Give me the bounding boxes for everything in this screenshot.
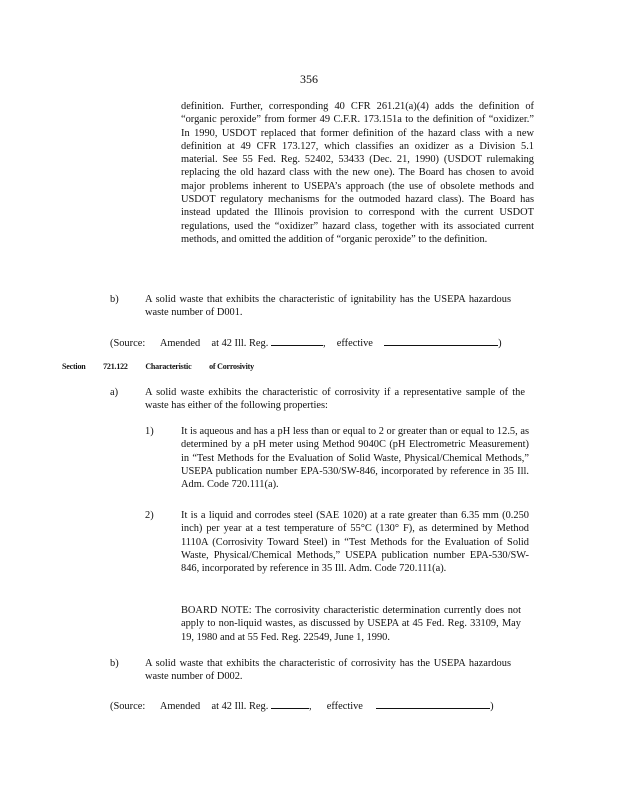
subsection-b-corrosivity-marker: b) <box>110 658 119 669</box>
section-label: Section <box>62 362 86 371</box>
subsection-a-marker: a) <box>110 387 119 398</box>
source-open: (Source: <box>110 701 146 712</box>
register-page-blank <box>271 699 309 709</box>
section-number: 721.122 <box>103 362 128 371</box>
top-note-paragraph: definition. Further, corresponding 40 CFR 261.21(a)(4) adds the definition of “organic peroxide” from former 49 C.F.R. 173.151a to the definition of “oxidizer.” In 1990, USDOT replaced that former definition of the hazard class with a new definition at 49 CFR 173.127, which classifies an oxidizer as a Division 5.1 material. See 55 Fed. Reg. 52402, 53433 (Dec. 21, 1990) (USDOT rulemaking replacing the old hazard class with the new one). The Board has chosen to avoid major problems inherent to USEPA’s approach (the use of obsolete methods and USDOT regulatory mechanisms for the outmoded hazard class). The Board has instead updated the Illinois provision to correspond with the current USDOT regulations, used the “oxidizer” hazard class, together with its associated current methods, and omitted the addition of “organic peroxide” to the definition. <box>181 101 534 245</box>
section-title-part-1: Characteristic <box>145 362 192 371</box>
source-note-1 <box>110 336 502 350</box>
source-open: (Source: <box>110 338 146 349</box>
source-close: ) <box>498 338 502 349</box>
source-comma: , <box>308 701 312 712</box>
subsection-a-text: A solid waste exhibits the characteristic of corrosivity if a representative sample of the waste has either of the following properties: <box>145 387 525 412</box>
item-2-text: It is a liquid and corrodes steel (SAE 1020) at a rate greater than 6.35 mm (0.250 inch) per year at a test temperature of 55°C (130° F), as determined by Method 1110A (Corrosivity Toward Steel) in “Test Methods for the Evaluation of Solid Waste, Physical/Chemical Methods,” USEPA publication number EPA-530/SW-846, incorporated by reference in 35 Ill. Adm. Code 720.111(a). <box>181 510 529 575</box>
page-number: 356 <box>300 72 318 86</box>
source-note-2 <box>110 699 494 713</box>
effective-date-blank <box>376 699 490 709</box>
item-1-marker: 1) <box>145 426 154 437</box>
effective-date-blank <box>384 336 498 346</box>
source-effective: effective <box>326 701 363 712</box>
source-amended: Amended <box>159 701 201 712</box>
source-close: ) <box>490 701 494 712</box>
source-register-ref: at 42 Ill. Reg. <box>211 338 269 349</box>
board-note: BOARD NOTE: The corrosivity characteristic determination currently does not apply to non-liquid wastes, as discussed by USEPA at 45 Fed. Reg. 33109, May 19, 1980 and at 55 Fed. Reg. 22549, June 1, 1990. <box>181 605 521 643</box>
source-effective: effective <box>336 338 373 349</box>
register-page-blank <box>271 336 323 346</box>
subsection-b-ignitability-text: A solid waste that exhibits the characteristic of ignitability has the USEPA hazardous waste number of D001. <box>145 294 511 319</box>
item-2-marker: 2) <box>145 510 154 521</box>
item-1-text: It is aqueous and has a pH less than or equal to 2 or greater than or equal to 12.5, as determined by a pH meter using Method 9040C (pH Electrometric Measurement) in “Test Methods for the Evaluation of Solid Waste, Physical/Chemical Methods,” USEPA publication number EPA-530/SW-846, incorporated by reference in 35 Ill. Adm. Code 720.111(a). <box>181 426 529 491</box>
section-title-part-2: of Corrosivity <box>209 362 254 371</box>
subsection-b-ignitability-marker: b) <box>110 294 119 305</box>
subsection-b-corrosivity-text: A solid waste that exhibits the characteristic of corrosivity has the USEPA hazardous waste number of D002. <box>145 658 511 683</box>
source-register-ref: at 42 Ill. Reg. <box>211 701 269 712</box>
source-amended: Amended <box>159 338 201 349</box>
section-heading <box>62 362 254 371</box>
source-comma: , <box>322 338 326 349</box>
